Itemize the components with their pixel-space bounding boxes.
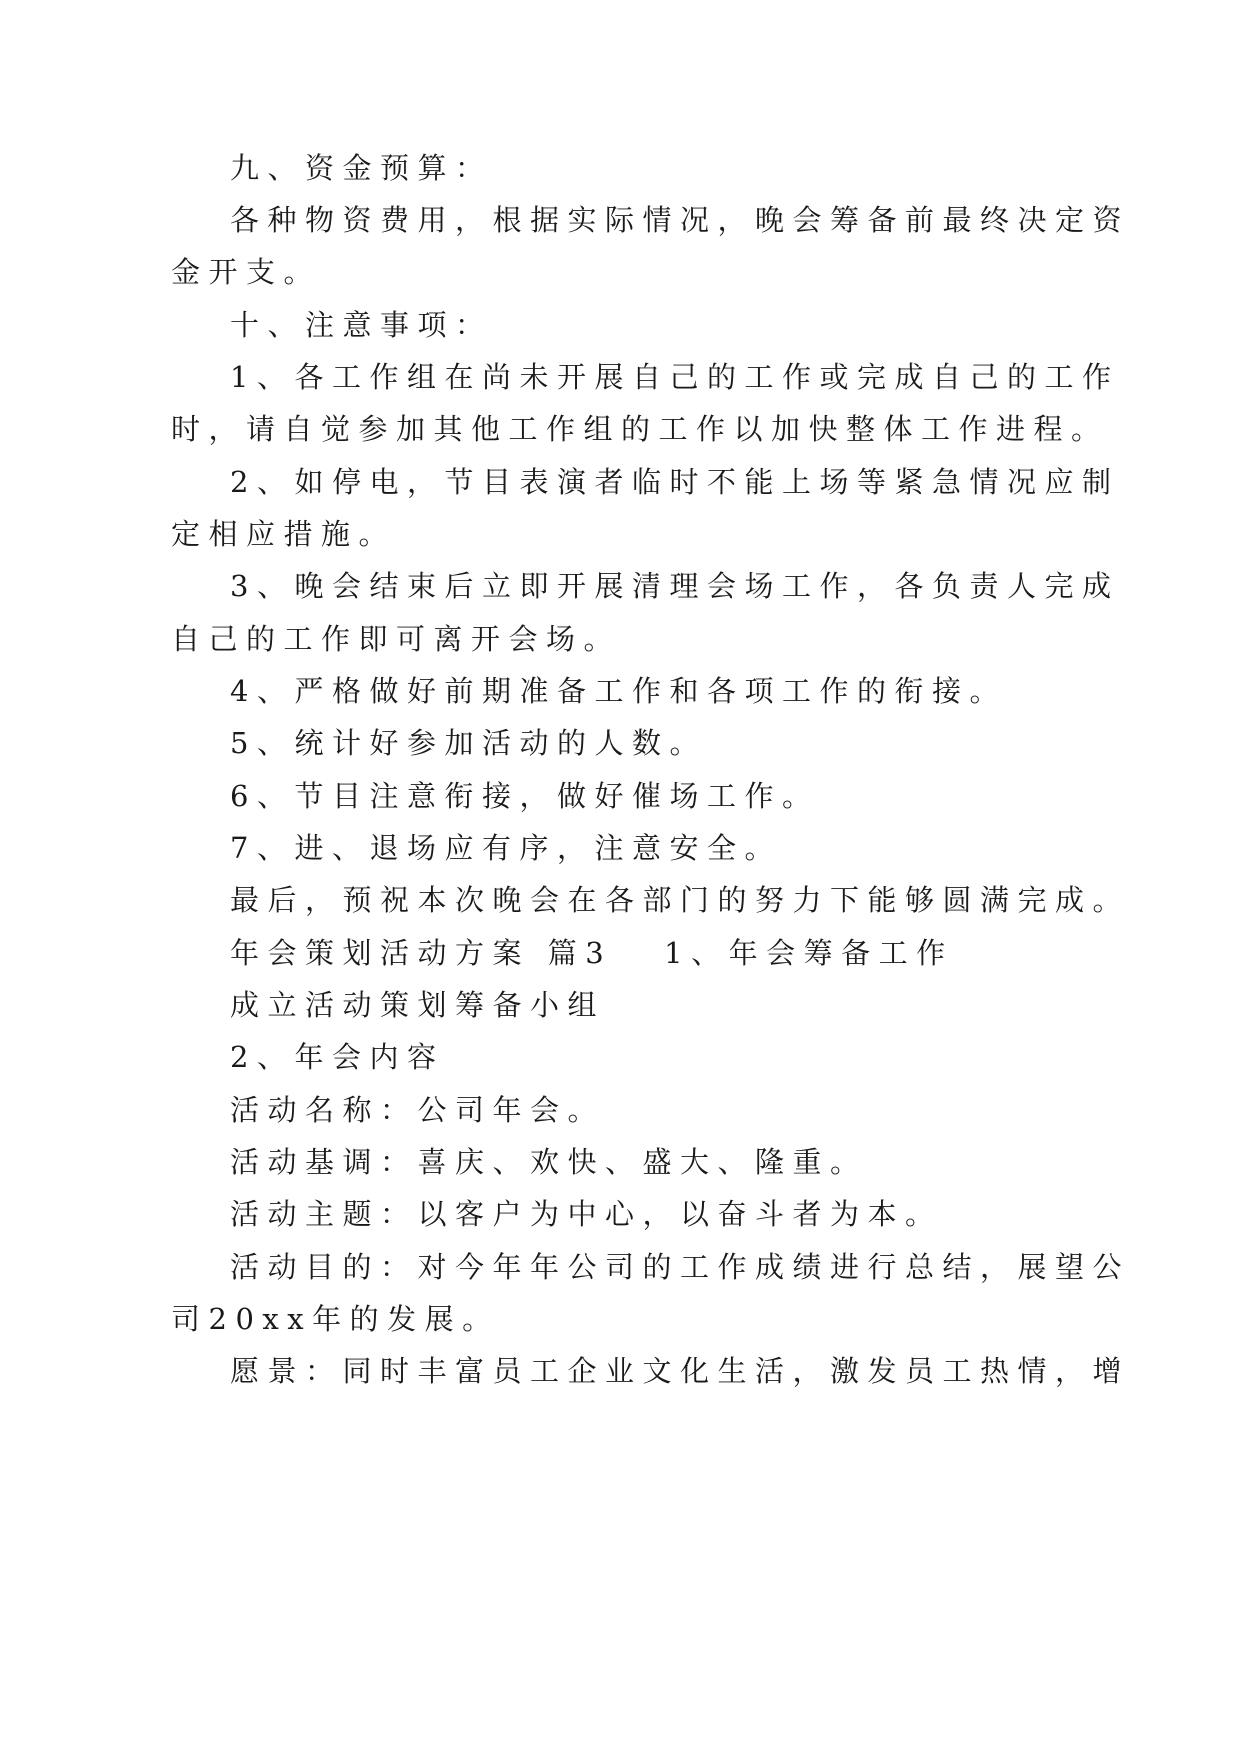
note-item-1-line-1: 1、各工作组在尚未开展自己的工作或完成自己的工作 (230, 360, 1120, 394)
activity-name: 活动名称：公司年会。 (230, 1093, 606, 1127)
section-9-title: 九、资金预算： (230, 151, 493, 185)
note-item-2-line-1: 2、如停电，节目表演者临时不能上场等紧急情况应制 (230, 465, 1120, 499)
note-item-5: 5、统计好参加活动的人数。 (230, 726, 707, 760)
plan-3-group: 成立活动策划筹备小组 (230, 988, 606, 1022)
plan-3-heading-row (230, 933, 954, 973)
note-item-3-line-1: 3、晚会结束后立即开展清理会场工作，各负责人完成 (230, 569, 1120, 603)
section-9-body-line-1: 各种物资费用，根据实际情况，晚会筹备前最终决定资 (230, 203, 1131, 237)
plan-3-section-1: 1、年会筹备工作 (664, 936, 954, 970)
activity-goal-line-1: 活动目的：对今年年公司的工作成绩进行总结，展望公 (230, 1250, 1131, 1284)
activity-tone: 活动基调：喜庆、欢快、盛大、隆重。 (230, 1145, 868, 1179)
plan-3-section-2: 2、年会内容 (230, 1040, 445, 1074)
section-9-body-line-2: 金开支。 (171, 255, 322, 289)
closing-line: 最后，预祝本次晚会在各部门的努力下能够圆满完成。 (230, 883, 1131, 917)
note-item-3-line-2: 自己的工作即可离开会场。 (171, 622, 622, 656)
vision-line: 愿景：同时丰富员工企业文化生活，激发员工热情，增 (230, 1354, 1131, 1388)
note-item-7: 7、进、退场应有序，注意安全。 (230, 831, 782, 865)
activity-theme: 活动主题：以客户为中心，以奋斗者为本。 (230, 1197, 943, 1231)
section-10-title: 十、注意事项： (230, 308, 493, 342)
note-item-2-line-2: 定相应措施。 (171, 517, 397, 551)
note-item-4: 4、严格做好前期准备工作和各项工作的衔接。 (230, 674, 1007, 708)
plan-3-heading: 年会策划活动方案 篇3 (230, 936, 613, 970)
note-item-1-line-2: 时，请自觉参加其他工作组的工作以加快整体工作进程。 (171, 412, 1109, 446)
note-item-6: 6、节目注意衔接，做好催场工作。 (230, 779, 820, 813)
activity-goal-line-2: 司20xx年的发展。 (171, 1302, 500, 1336)
